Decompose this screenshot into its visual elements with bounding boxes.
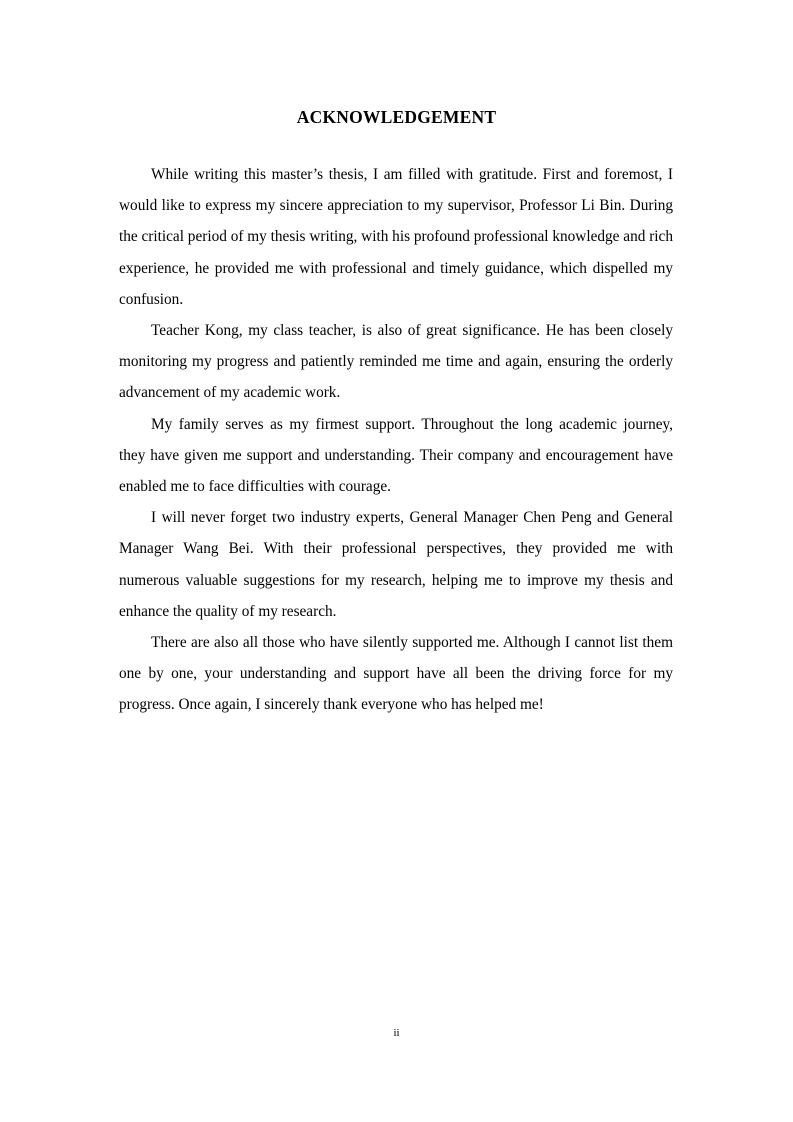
paragraph-industry-experts: I will never forget two industry experts, General Manager Chen Peng and General Manager Wang Bei. With their professional perspectives, they provided me with numerous valuable suggestions for my research, helping me to improve my thesis and enhance the quality of my research. <box>119 509 673 620</box>
paragraph-closing: There are also all those who have silently supported me. Although I cannot list them one by one, your understanding and support have all been the driving force for my progress. Once again, I sincerely thank everyone who has helped me! <box>119 634 673 714</box>
acknowledgement-body <box>119 159 673 721</box>
page-number: ii <box>393 1027 400 1039</box>
paragraph-class-teacher: Teacher Kong, my class teacher, is also of great significance. He has been closely monitoring my progress and patiently reminded me time and again, ensuring the orderly advancement of my academic work. <box>119 322 673 402</box>
page-title: ACKNOWLEDGEMENT <box>296 107 497 127</box>
paragraph-family: My family serves as my firmest support. Throughout the long academic journey, they have given me support and understanding. Their company and encouragement have enabled me to face difficulties with courage. <box>119 415 673 496</box>
paragraph-supervisor: While writing this master’s thesis, I am filled with gratitude. First and foremost, I would like to express my sincere appreciation to my supervisor, Professor Li Bin. During the critical period of my thesis writing, with his profound professional knowledge and rich experience, he provided me with professional and timely guidance, which dispelled my confusion. <box>119 166 673 308</box>
